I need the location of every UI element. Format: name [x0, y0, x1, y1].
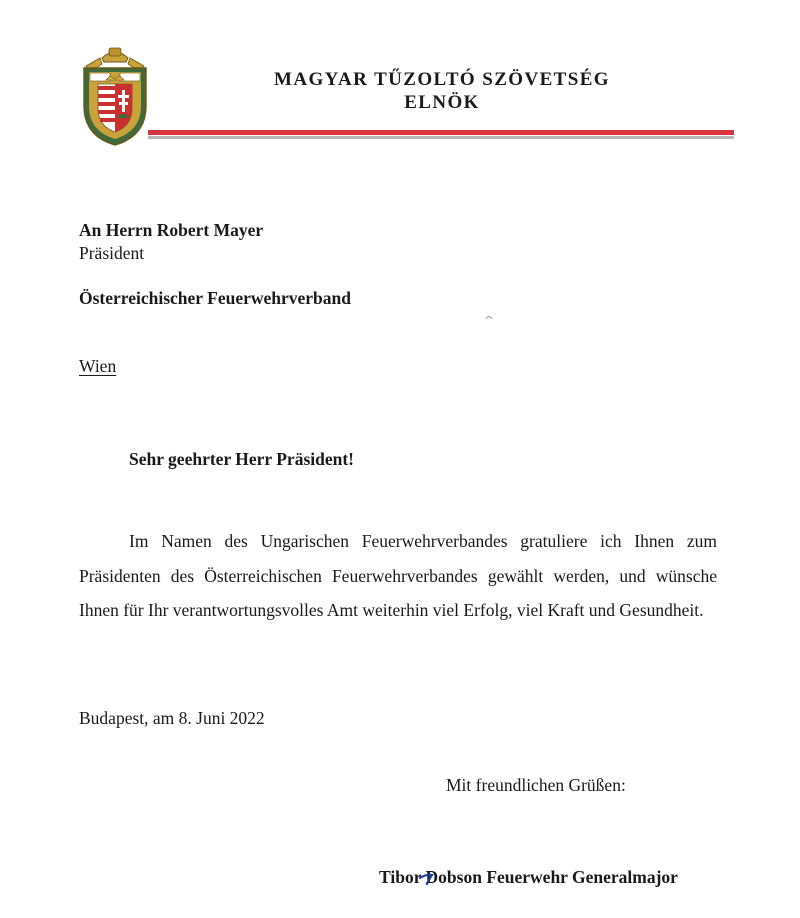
- letter-body: Im Namen des Ungarischen Feuerwehrverbandes gratuliere ich Ihnen zum Präsidenten des Österreichischen Feuerwehrverbandes gewählt werden, und wünsche Ihnen für Ihr verantwortungsvolles Amt weiterhin viel Erfolg, viel Kraft und Gesundheit.: [79, 531, 717, 620]
- fire-association-crest-icon: [80, 44, 150, 148]
- organization-role: ELNÖK: [404, 92, 480, 113]
- letterhead-gray-rule: [148, 136, 734, 139]
- recipient-title: Präsident: [79, 243, 145, 263]
- salutation: Sehr geehrter Herr Präsident!: [129, 449, 355, 469]
- place-date: Budapest, am 8. Juni 2022: [79, 708, 265, 728]
- recipient-organization: Österreichischer Feuerwehrverband: [79, 288, 351, 308]
- signatory: Tibor Dobson Feuerwehr Generalmajor: [379, 867, 678, 887]
- closing: Mit freundlichen Grüßen:: [446, 775, 626, 795]
- organization-name: MAGYAR TŰZOLTÓ SZÖVETSÉG: [274, 69, 610, 90]
- letterhead-red-rule: [148, 130, 734, 135]
- recipient-name: An Herrn Robert Mayer: [79, 220, 264, 240]
- recipient-city: Wien: [79, 356, 117, 376]
- scan-speck: [484, 313, 494, 321]
- signature-ink-mark: [418, 866, 438, 888]
